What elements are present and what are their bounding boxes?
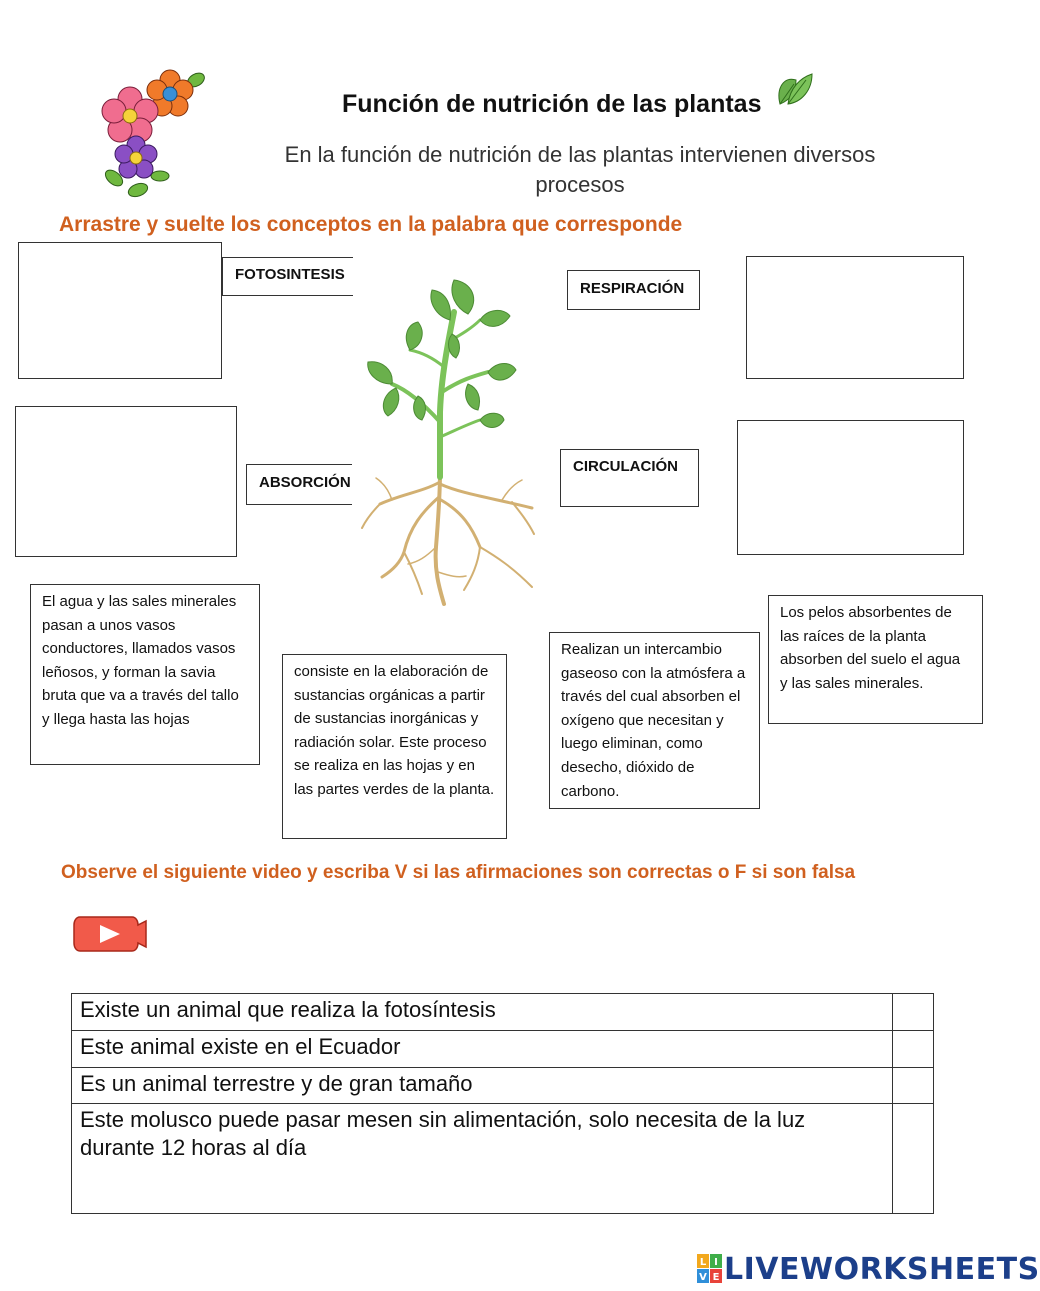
- statement-cell: Este molusco puede pasar mesen sin alimentación, solo necesita de la luz durante 12 horas al día: [72, 1104, 893, 1214]
- answer-input[interactable]: [893, 1068, 934, 1104]
- logo-text: LIVEWORKSHEETS: [724, 1251, 1040, 1287]
- plant-illustration-icon: [352, 272, 542, 607]
- answer-input[interactable]: [893, 1031, 934, 1068]
- table-row: [72, 1068, 934, 1104]
- label-circulacion-text: CIRCULACIÓN: [573, 458, 678, 475]
- drop-zone-mid-left[interactable]: [15, 406, 237, 557]
- page-title: Función de nutrición de las plantas: [342, 90, 762, 118]
- label-respiracion-text: RESPIRACIÓN: [580, 280, 685, 297]
- drag-drop-instruction: Arrastre y suelte los conceptos en la palabra que corresponde: [59, 213, 683, 236]
- logo-block-letter: V: [699, 1272, 707, 1283]
- label-absorcion-text: ABSORCIÓN: [259, 474, 351, 491]
- true-false-instruction: Observe el siguiente video y escriba V si las afirmaciones son correctas o F si son falsa: [61, 862, 856, 883]
- page-subtitle: En la función de nutrición de las plantas intervienen diversos procesos: [284, 142, 876, 197]
- logo-block-letter: I: [714, 1257, 718, 1268]
- label-fotosintesis: [222, 257, 353, 296]
- label-circulacion: [560, 449, 699, 507]
- table-row: [72, 994, 934, 1031]
- play-icon[interactable]: [72, 913, 148, 955]
- statement-cell: Es un animal terrestre y de gran tamaño: [72, 1068, 893, 1104]
- drop-zone-mid-right[interactable]: [737, 420, 964, 555]
- description-card-circulacion[interactable]: El agua y las sales minerales pasan a unos vasos conductores, llamados vasos leñosos, y forman la savia bruta que va a través del tallo y llega hasta las hojas: [30, 584, 260, 765]
- statement-cell: Existe un animal que realiza la fotosíntesis: [72, 994, 893, 1031]
- drop-zone-top-left[interactable]: [18, 242, 222, 379]
- leaf-icon: [774, 70, 814, 108]
- flowers-decoration-icon: [98, 58, 210, 203]
- logo-blocks-icon: [697, 1254, 723, 1284]
- logo-block-letter: L: [699, 1257, 707, 1268]
- liveworksheets-logo[interactable]: [697, 1252, 1040, 1286]
- description-card-absorcion[interactable]: Los pelos absorbentes de las raíces de la planta absorben del suelo el agua y las sales minerales.: [768, 595, 983, 724]
- label-absorcion: [246, 464, 352, 505]
- description-card-fotosintesis[interactable]: consiste en la elaboración de sustancias orgánicas a partir de sustancias inorgánicas y radiación solar. Este proceso se realiza en las hojas y en las partes verdes de la planta.: [282, 654, 507, 839]
- answer-input[interactable]: [893, 1104, 934, 1214]
- label-fotosintesis-text: FOTOSINTESIS: [235, 266, 345, 283]
- answer-input[interactable]: [893, 994, 934, 1031]
- description-card-respiracion[interactable]: Realizan un intercambio gaseoso con la atmósfera a través del cual absorben el oxígeno que necesitan y luego eliminan, como desecho, dióxido de carbono.: [549, 632, 760, 809]
- drop-zone-top-right[interactable]: [746, 256, 964, 379]
- statement-cell: Este animal existe en el Ecuador: [72, 1031, 893, 1068]
- label-respiracion: [567, 270, 700, 310]
- true-false-table: [71, 993, 934, 1214]
- table-row: [72, 1104, 934, 1214]
- logo-block-letter: E: [712, 1272, 720, 1283]
- table-row: [72, 1031, 934, 1068]
